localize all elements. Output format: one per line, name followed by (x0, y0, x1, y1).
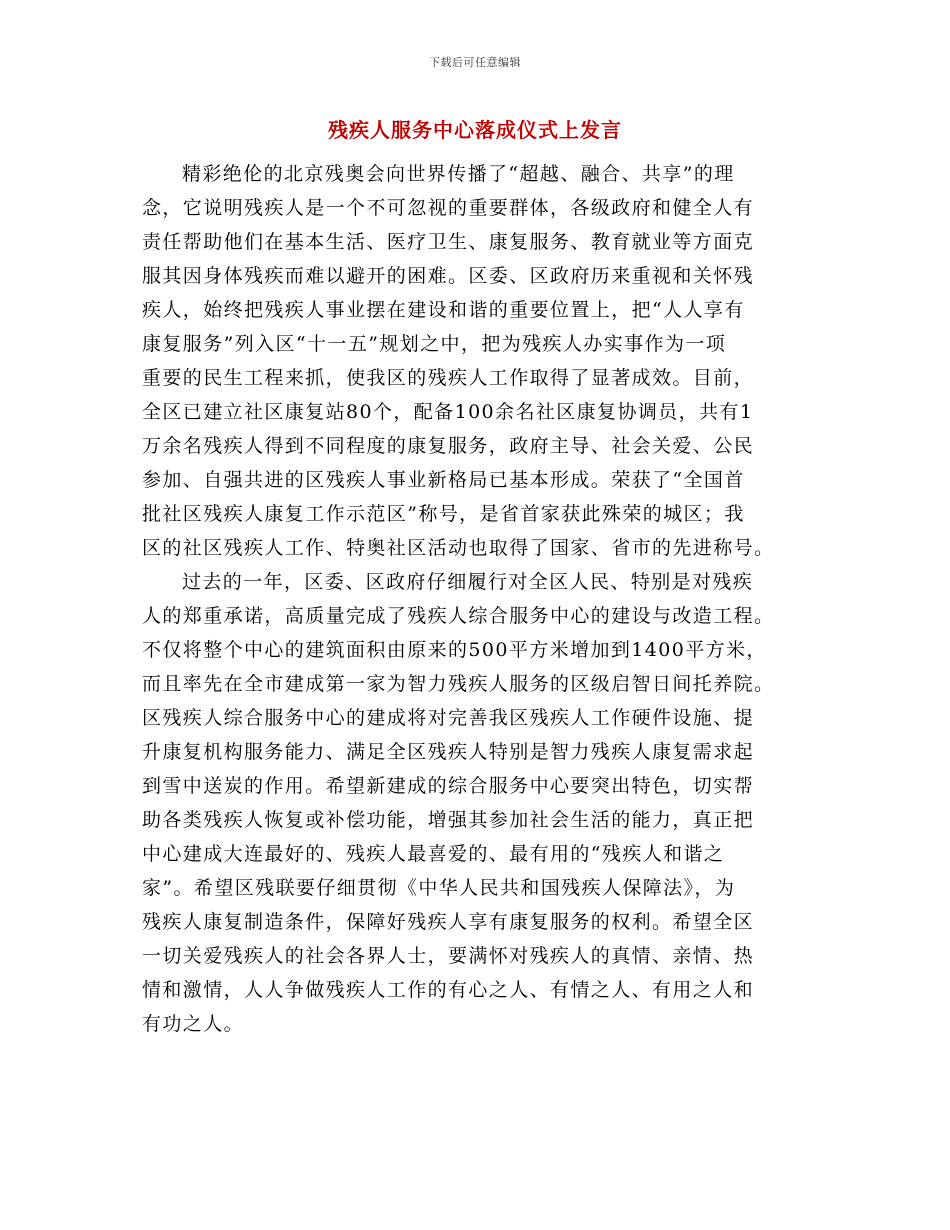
paragraph-line: 精彩绝伦的北京残奥会向世界传播了“超越、融合、共享”的理 (182, 163, 735, 185)
paragraph-line: 情和激情，人人争做残疾人工作的有心之人、有情之人、有用之人和 (142, 979, 755, 1001)
paragraph-line: 参加、自强共进的区残疾人事业新格局已基本形成。荣获了“全国首 (142, 469, 745, 491)
paragraph-1 (142, 157, 802, 565)
paragraph-line: 一切关爱残疾人的社会各界人士，要满怀对残疾人的真情、亲情、热 (142, 945, 755, 967)
paragraph-line: 有功之人。 (142, 1013, 245, 1035)
paragraph-line: 疾人，始终把残疾人事业摆在建设和谐的重要位置上，把“人人享有 (142, 299, 745, 321)
paragraph-line: 万余名残疾人得到不同程度的康复服务，政府主导、社会关爱、公民 (142, 435, 755, 457)
paragraph-line: 到雪中送炭的作用。希望新建成的综合服务中心要突出特色，切实帮 (142, 775, 755, 797)
document-body (142, 157, 802, 1041)
paragraph-line: 全区已建立社区康复站80个，配备100余名社区康复协调员，共有1 (142, 401, 754, 423)
paragraph-line: 服其因身体残疾而难以避开的困难。区委、区政府历来重视和关怀残 (142, 265, 755, 287)
paragraph-line: 不仅将整个中心的建筑面积由原来的500平方米增加到1400平方米， (142, 639, 767, 661)
paragraph-line: 家”。希望区残联要仔细贯彻《中华人民共和国残疾人保障法》，为 (142, 877, 736, 899)
paragraph-line: 康复服务”列入区“十一五”规划之中，把为残疾人办实事作为一项 (142, 333, 727, 355)
document-title: 残疾人服务中心落成仪式上发言 (328, 118, 622, 142)
paragraph-line: 念，它说明残疾人是一个不可忽视的重要群体，各级政府和健全人有 (142, 197, 755, 219)
paragraph-line: 责任帮助他们在基本生活、医疗卫生、康复服务、教育就业等方面克 (142, 231, 755, 253)
paragraph-line: 批社区残疾人康复工作示范区”称号，是省首家获此殊荣的城区；我 (142, 503, 745, 525)
paragraph-line: 升康复机构服务能力、满足全区残疾人特别是智力残疾人康复需求起 (142, 741, 755, 763)
paragraph-line: 区残疾人综合服务中心的建成将对完善我区残疾人工作硬件设施、提 (142, 707, 755, 729)
paragraph-line: 区的社区残疾人工作、特奥社区活动也取得了国家、省市的先进称号。 (142, 537, 775, 559)
paragraph-line: 残疾人康复制造条件，保障好残疾人享有康复服务的权利。希望全区 (142, 911, 755, 933)
paragraph-line: 过去的一年，区委、区政府仔细履行对全区人民、特别是对残疾 (182, 571, 754, 593)
paragraph-line: 助各类残疾人恢复或补偿功能，增强其参加社会生活的能力，真正把 (142, 809, 755, 831)
paragraph-2 (142, 565, 802, 1041)
paragraph-line: 而且率先在全市建成第一家为智力残疾人服务的区级启智日间托养院。 (142, 673, 775, 695)
paragraph-line: 中心建成大连最好的、残疾人最喜爱的、最有用的“残疾人和谐之 (142, 843, 725, 865)
page-header-note: 下载后可任意编辑 (429, 56, 521, 69)
paragraph-line: 人的郑重承诺，高质量完成了残疾人综合服务中心的建设与改造工程。 (142, 605, 775, 627)
paragraph-line: 重要的民生工程来抓，使我区的残疾人工作取得了显著成效。目前， (142, 367, 755, 389)
